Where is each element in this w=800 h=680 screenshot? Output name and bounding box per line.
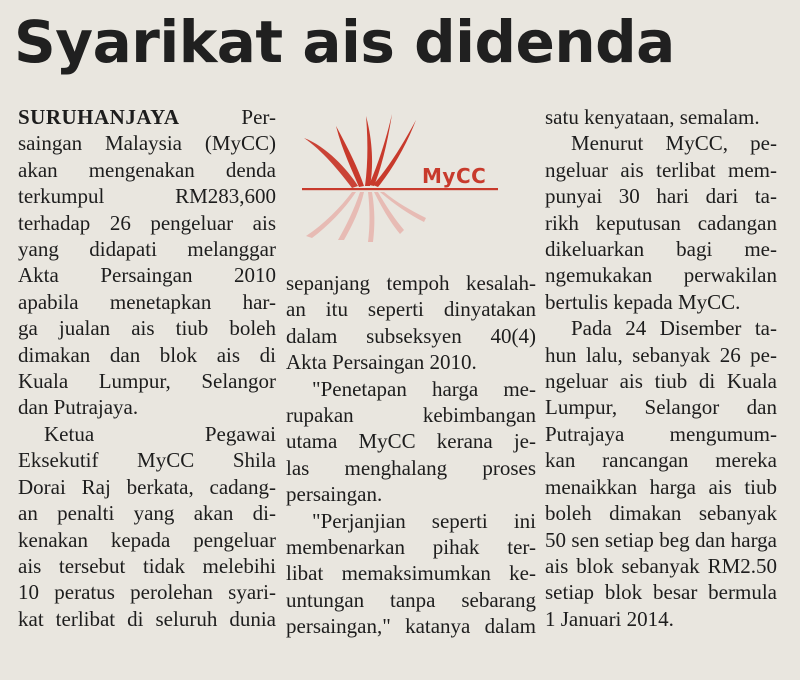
text-line: 10 peratus perolehan syari- (18, 580, 276, 605)
mycc-logo (296, 108, 508, 244)
text-line: boleh dimakan sebanyak (545, 501, 777, 526)
text-line: bertulis kepada MyCC. (545, 289, 741, 314)
text-line: terkumpul RM283,600 (18, 184, 276, 209)
text-line: ais blok sebanyak RM2.50 (545, 553, 777, 578)
text-line: an itu seperti dinyatakan (286, 297, 536, 322)
paragraph (18, 421, 276, 632)
text-line: las menghalang proses (286, 455, 536, 480)
paragraph (286, 376, 536, 508)
text-line: apabila menetapkan har- (18, 289, 276, 314)
text-line: akan mengenakan denda (18, 157, 276, 182)
article-column-3 (545, 104, 777, 632)
text-line: kenakan kepada pengeluar (18, 527, 276, 552)
text-line: punyai 30 hari dari ta- (545, 184, 777, 209)
text-line: Kuala Lumpur, Selangor (18, 369, 276, 394)
paragraph (286, 270, 536, 376)
text-line: "Penetapan harga me- (312, 376, 536, 401)
text-line-fragment: Per- (241, 105, 276, 129)
text-line: terhadap 26 pengeluar ais (18, 210, 276, 235)
paragraph (545, 104, 777, 130)
text-line: dikeluarkan bagi me- (545, 237, 777, 262)
text-line: untungan tanpa sebarang (286, 587, 536, 612)
text-line: ngeluar ais tiub di Kuala (545, 369, 777, 394)
text-line: utama MyCC kerana je- (286, 429, 536, 454)
text-line: Lumpur, Selangor dan (545, 395, 777, 420)
text-line: kat terlibat di seluruh dunia (18, 606, 276, 631)
text-line: Akta Persaingan 2010. (286, 350, 477, 375)
paragraph (545, 130, 777, 315)
text-line: Akta Persaingan 2010 (18, 263, 276, 288)
mycc-logo-text: MyCC (422, 164, 487, 188)
text-line: Ketua Pegawai (44, 421, 276, 446)
text-line: Eksekutif MyCC Shila (18, 448, 276, 473)
paragraph (545, 315, 777, 632)
text-line: persaingan," katanya dalam (286, 614, 536, 639)
text-line: saingan Malaysia (MyCC) (18, 131, 276, 156)
text-line: satu kenyataan, semalam. (545, 105, 760, 129)
text-line: 1 Januari 2014. (545, 606, 674, 631)
text-line: dalam subseksyen 40(4) (286, 323, 536, 348)
text-line (18, 104, 276, 130)
text-line: an penalti yang akan di- (18, 501, 276, 526)
paragraph (18, 104, 276, 421)
text-line: menaikkan harga ais tiub (545, 474, 777, 499)
text-line: ga jualan ais tiub boleh (18, 316, 276, 341)
paragraph (286, 508, 536, 640)
text-line: dan Putrajaya. (18, 395, 139, 420)
text-line: yang didapati melanggar (18, 237, 276, 262)
text-line: Dorai Raj berkata, cadang- (18, 474, 276, 499)
text-line: dimakan dan blok ais di (18, 342, 276, 367)
article-column-1 (18, 104, 276, 632)
text-line: hun lalu, sebanyak 26 pe- (545, 342, 777, 367)
text-line: ngeluar ais terlibat mem- (545, 157, 777, 182)
text-line: rupakan kebimbangan (286, 403, 536, 428)
text-line: libat memaksimumkan ke- (286, 561, 536, 586)
lead-word: SURUHANJAYA (18, 105, 180, 129)
text-line: Menurut MyCC, pe- (571, 131, 777, 156)
text-line: persaingan. (286, 482, 383, 507)
text-line: rikh keputusan cadangan (545, 210, 777, 235)
text-line: Pada 24 Disember ta- (571, 316, 777, 341)
text-line: membenarkan pihak ter- (286, 535, 536, 560)
text-line: "Perjanjian seperti ini (312, 508, 536, 533)
headline: Syarikat ais didenda (14, 8, 675, 76)
text-line: 50 sen setiap beg dan harga (545, 527, 777, 552)
article-column-2 (286, 270, 536, 640)
text-line: Putrajaya mengumum- (545, 421, 777, 446)
text-line: setiap blok besar bermula (545, 580, 777, 605)
text-line: sepanjang tempoh kesalah- (286, 271, 536, 295)
text-line: ngemukakan perwakilan (545, 263, 777, 288)
text-line: kan rancangan mereka (545, 448, 777, 473)
text-line: ais tersebut tidak melebihi (18, 553, 276, 578)
